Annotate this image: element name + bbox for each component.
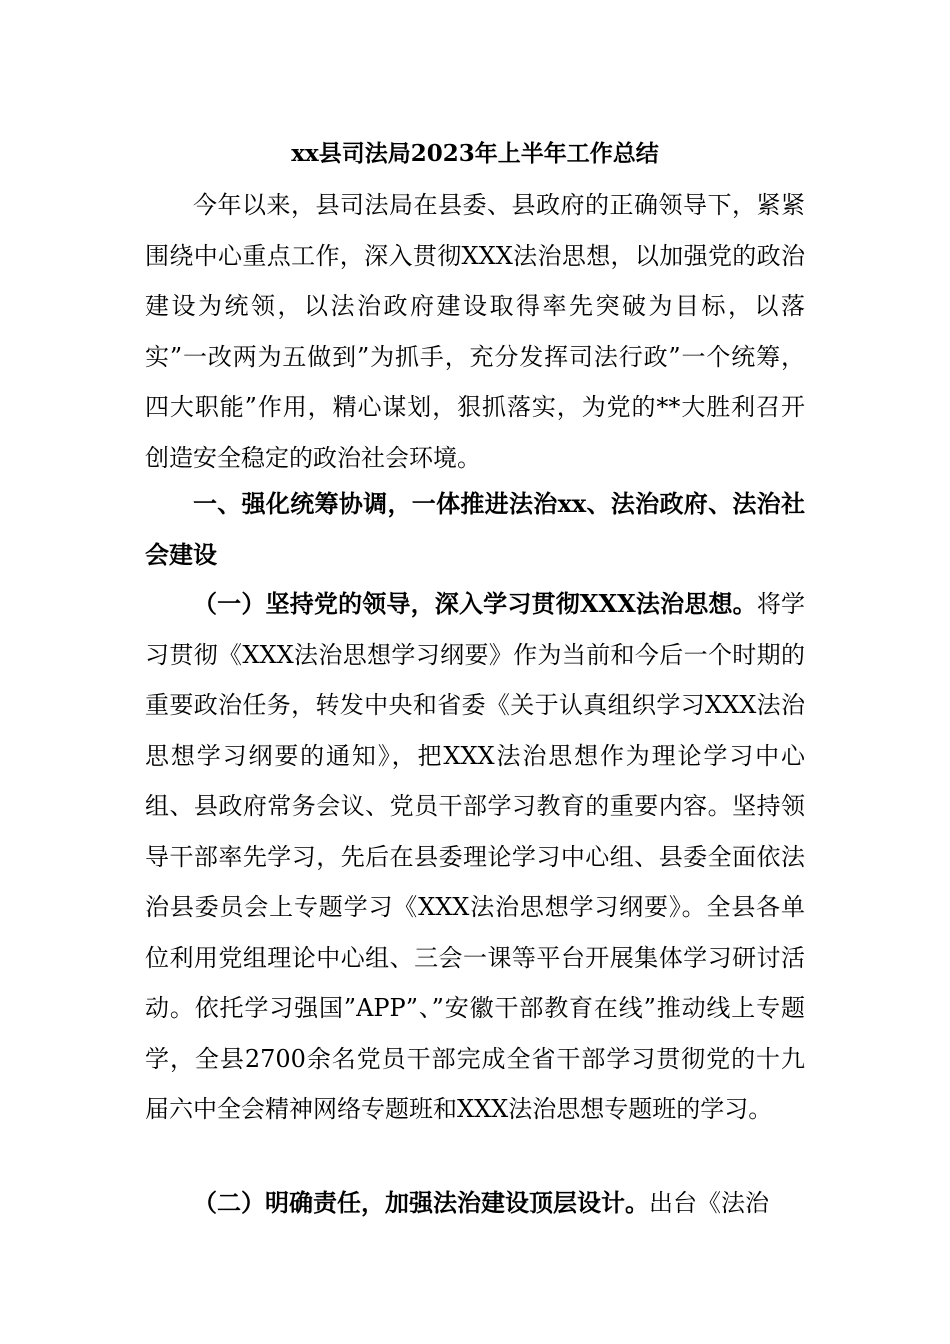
item-paragraph: [145, 1178, 805, 1229]
item-body: 出台《法治: [649, 1189, 769, 1217]
section-heading: 一、强化统筹协调，一体推进法治xx、法治政府、法治社会建设: [145, 489, 805, 569]
item-paragraph: [145, 579, 805, 1135]
item-lead: （一）坚持党的领导，深入学习贯彻XXX法治思想。: [193, 589, 757, 618]
document-title: xx县司法局2023年上半年工作总结: [291, 140, 659, 167]
item-lead: （二）明确责任，加强法治建设顶层设计。: [193, 1188, 649, 1217]
item-body: 将学习贯彻《XXX法治思想学习纲要》作为当前和今后一个时期的重要政治任务，转发中央和省委《关于认真组织学习XXX法治思想学习纲要的通知》，把XXX法治思想作为理论学习中心组、县政府常务会议、党员干部学习教育的重要内容。坚持领导干部率先学习，先后在县委理论学习中心组、县委全面依法治县委员会上专题学习《XXX法治思想学习纲要》。全县各单位利用党组理论中心组、三会一课等平台开展集体学习研讨活动。依托学习强国”APP”、”安徽干部教育在线”推动线上专题学，全县2700余名党员干部完成全省干部学习贯彻党的十九届六中全会精神网络专题班和XXX法治思想专题班的学习。: [145, 590, 805, 1123]
intro-paragraph: 今年以来，县司法局在县委、县政府的正确领导下，紧紧围绕中心重点工作，深入贯彻XXX法治思想，以加强党的政治建设为统领，以法治政府建设取得率先突破为目标，以落实”一改两为五做到”为抓手，充分发挥司法行政”一个统筹，四大职能”作用，精心谋划，狠抓落实，为党的**大胜利召开创造安全稳定的政治社会环境。: [145, 191, 805, 472]
